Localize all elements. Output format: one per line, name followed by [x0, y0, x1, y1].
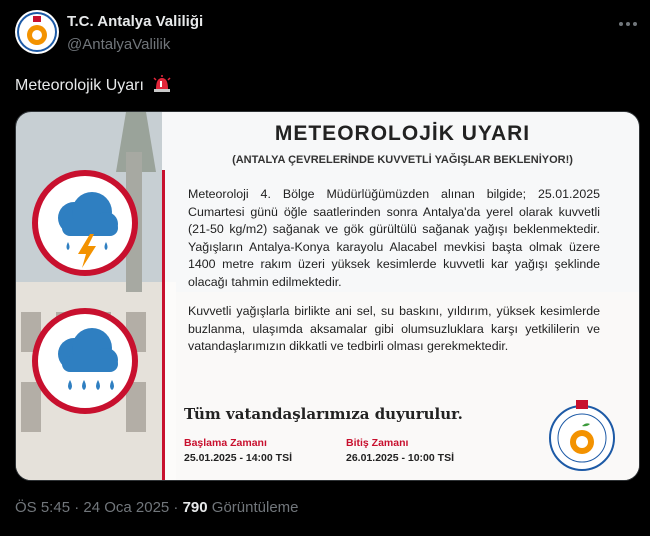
red-divider: [162, 170, 165, 480]
end-value: 26.01.2025 - 10:00 TSİ: [346, 452, 454, 464]
tweet-image[interactable]: [15, 111, 640, 481]
siren-icon: [152, 75, 172, 98]
end-label: Bitiş Zamanı: [346, 437, 409, 449]
announcement: Tüm vatandaşlarımıza duyurulur.: [184, 405, 463, 423]
warning-paragraph-2: Kuvvetli yağışlarla birlikte ani sel, su baskını, yıldırım, yüksek kesimlerde buzlanma, ulaşımda aksamalar gibi olumsuzluklara karşı yetkililerin ve vatandaşlarımızın dikkatli ve tedbirli olması gerekmektedir.: [188, 304, 600, 353]
tweet-text-label: Meteorolojik Uyarı: [15, 77, 144, 94]
start-label: Başlama Zamanı: [184, 437, 267, 449]
tweet-timestamp[interactable]: ÖS 5:45 · 24 Oca 2025 ·: [15, 499, 183, 516]
account-handle[interactable]: @AntalyaValilik: [67, 36, 171, 53]
tweet-meta: [15, 499, 299, 516]
account-name[interactable]: T.C. Antalya Valiliği: [67, 13, 204, 30]
warning-paragraph-1: Meteoroloji 4. Bölge Müdürlüğümüzden alınan bilgide; 25.01.2025 Cumartesi günü öğle saatlerinden sonra Antalya'da yerel olarak kuvvetli (21-50 kg/m2) sağanak ve gök gürültülü sağanak yağışı beklenmektedir. Yağışların Antalya-Konya karayolu Alacabel mevkisi başta olmak üzere 1400 metre rakım üzeri yüksek kesimlerde kuvvetli kar yağışı şeklinde olacağı tahmin edilmektedir.: [188, 187, 600, 289]
avatar[interactable]: [15, 10, 59, 54]
storm-cloud-icon: [32, 170, 138, 276]
start-value: 25.01.2025 - 14:00 TSİ: [184, 452, 292, 464]
warning-subtitle: (ANTALYA ÇEVRELERİNDE KUVVETLİ YAĞIŞLAR BEKLENİYOR!): [232, 154, 573, 166]
warning-body: [188, 186, 600, 368]
warning-title: METEOROLOJİK UYARI: [274, 122, 531, 145]
view-count: 790: [182, 499, 208, 516]
rain-cloud-icon: [32, 308, 138, 414]
view-count-label: Görüntüleme: [207, 499, 299, 516]
tweet-text: [15, 75, 172, 98]
more-icon[interactable]: [616, 14, 640, 34]
governorship-seal: [546, 400, 618, 472]
